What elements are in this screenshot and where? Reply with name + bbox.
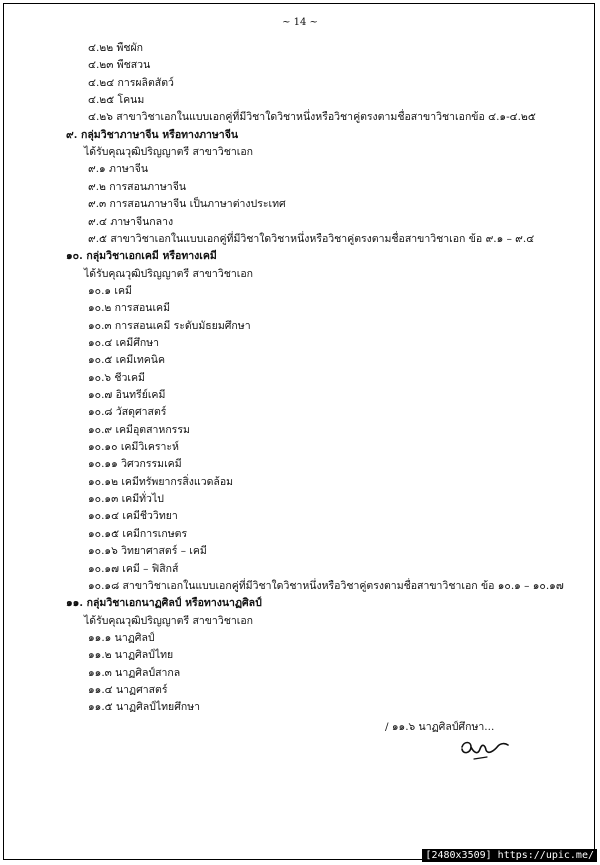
list-item: ๑๑.๕ นาฏศิลป์ไทยศึกษา — [88, 701, 201, 713]
list-item: ๔.๒๒ พืชผัก — [88, 42, 144, 54]
image-watermark: [2480x3509] https://upic.me/ — [422, 849, 597, 862]
list-item: ๑๐.๕ เคมีเทคนิค — [88, 354, 165, 366]
list-item: ๔.๒๖ สาขาวิชาเอกในแบบเอกคู่ที่มีวิชาใดวิชาหนึ่งหรือวิชาคู่ตรงตามชื่อสาขาวิชาเอกข้อ ๔.๑-๔.๒๕ — [88, 111, 536, 123]
list-item: ๙.๔ ภาษาจีนกลาง — [88, 216, 174, 228]
list-item: ๙.๕ สาขาวิชาเอกในแบบเอกคู่ที่มีวิชาใดวิชาหนึ่งหรือวิชาคู่ตรงตามชื่อสาขาวิชาเอก ข้อ ๙.๑ – ๙.๔ — [88, 233, 535, 245]
qualification-line: ได้รับคุณวุฒิปริญญาตรี สาขาวิชาเอก — [84, 146, 253, 158]
list-item: ๔.๒๕ โคนม — [88, 94, 145, 106]
qualification-line: ได้รับคุณวุฒิปริญญาตรี สาขาวิชาเอก — [84, 268, 253, 280]
qualification-line: ได้รับคุณวุฒิปริญญาตรี สาขาวิชาเอก — [84, 615, 253, 627]
section-heading: ๑๐. กลุ่มวิชาเอกเคมี หรือทางเคมี — [66, 250, 217, 262]
list-item: ๑๐.๓ การสอนเคมี ระดับมัธยมศึกษา — [88, 320, 251, 332]
list-item: ๑๐.๑๑ วิศวกรรมเคมี — [88, 458, 182, 470]
list-item: ๑๐.๒ การสอนเคมี — [88, 302, 170, 314]
list-item: ๑๐.๑ เคมี — [88, 285, 132, 297]
list-item: ๔.๒๓ พืชสวน — [88, 59, 151, 71]
list-item: ๑๐.๑๗ เคมี – ฟิสิกส์ — [88, 563, 179, 575]
list-item: ๑๐.๖ ชีวเคมี — [88, 372, 145, 384]
list-item: ๑๐.๑๖ วิทยาศาสตร์ – เคมี — [88, 545, 207, 557]
list-item: ๙.๒ การสอนภาษาจีน — [88, 181, 187, 193]
next-page-reference: / ๑๑.๖ นาฏศิลป์ศึกษา... — [385, 721, 495, 733]
list-item: ๑๐.๑๓ เคมีทั่วไป — [88, 493, 164, 505]
signature-mark — [458, 733, 514, 767]
page-number: ~ 14 ~ — [282, 17, 318, 28]
list-item: ๑๐.๔ เคมีศึกษา — [88, 337, 160, 349]
list-item: ๑๐.๙ เคมีอุตสาหกรรม — [88, 424, 190, 436]
list-item: ๑๐.๘ วัสดุศาสตร์ — [88, 406, 167, 418]
list-item: ๑๑.๒ นาฏศิลป์ไทย — [88, 649, 174, 661]
list-item: ๑๐.๑๒ เคมีทรัพยากรสิ่งแวดล้อม — [88, 476, 234, 488]
list-item: ๑๑.๓ นาฏศิลป์สากล — [88, 667, 181, 679]
list-item: ๑๑.๑ นาฏศิลป์ — [88, 632, 155, 644]
list-item: ๑๑.๔ นาฏศาสตร์ — [88, 684, 168, 696]
list-item: ๑๐.๑๘ สาขาวิชาเอกในแบบเอกคู่ที่มีวิชาใดวิชาหนึ่งหรือวิชาคู่ตรงตามชื่อสาขาวิชาเอก ข้อ ๑๐.๑ – ๑๐.๑๗ — [88, 580, 564, 592]
section-heading: ๑๑. กลุ่มวิชาเอกนาฏศิลป์ หรือทางนาฏศิลป์ — [66, 597, 262, 609]
list-item: ๑๐.๑๐ เคมีวิเคราะห์ — [88, 441, 179, 453]
list-item: ๑๐.๗ อินทรีย์เคมี — [88, 389, 166, 401]
list-item: ๑๐.๑๔ เคมีชีววิทยา — [88, 510, 178, 522]
list-item: ๙.๓ การสอนภาษาจีน เป็นภาษาต่างประเทศ — [88, 198, 286, 210]
list-item: ๑๐.๑๕ เคมีการเกษตร — [88, 528, 188, 540]
list-item: ๙.๑ ภาษาจีน — [88, 163, 148, 175]
list-item: ๔.๒๔ การผลิตสัตว์ — [88, 77, 174, 89]
section-heading: ๙. กลุ่มวิชาภาษาจีน หรือทางภาษาจีน — [66, 129, 239, 141]
